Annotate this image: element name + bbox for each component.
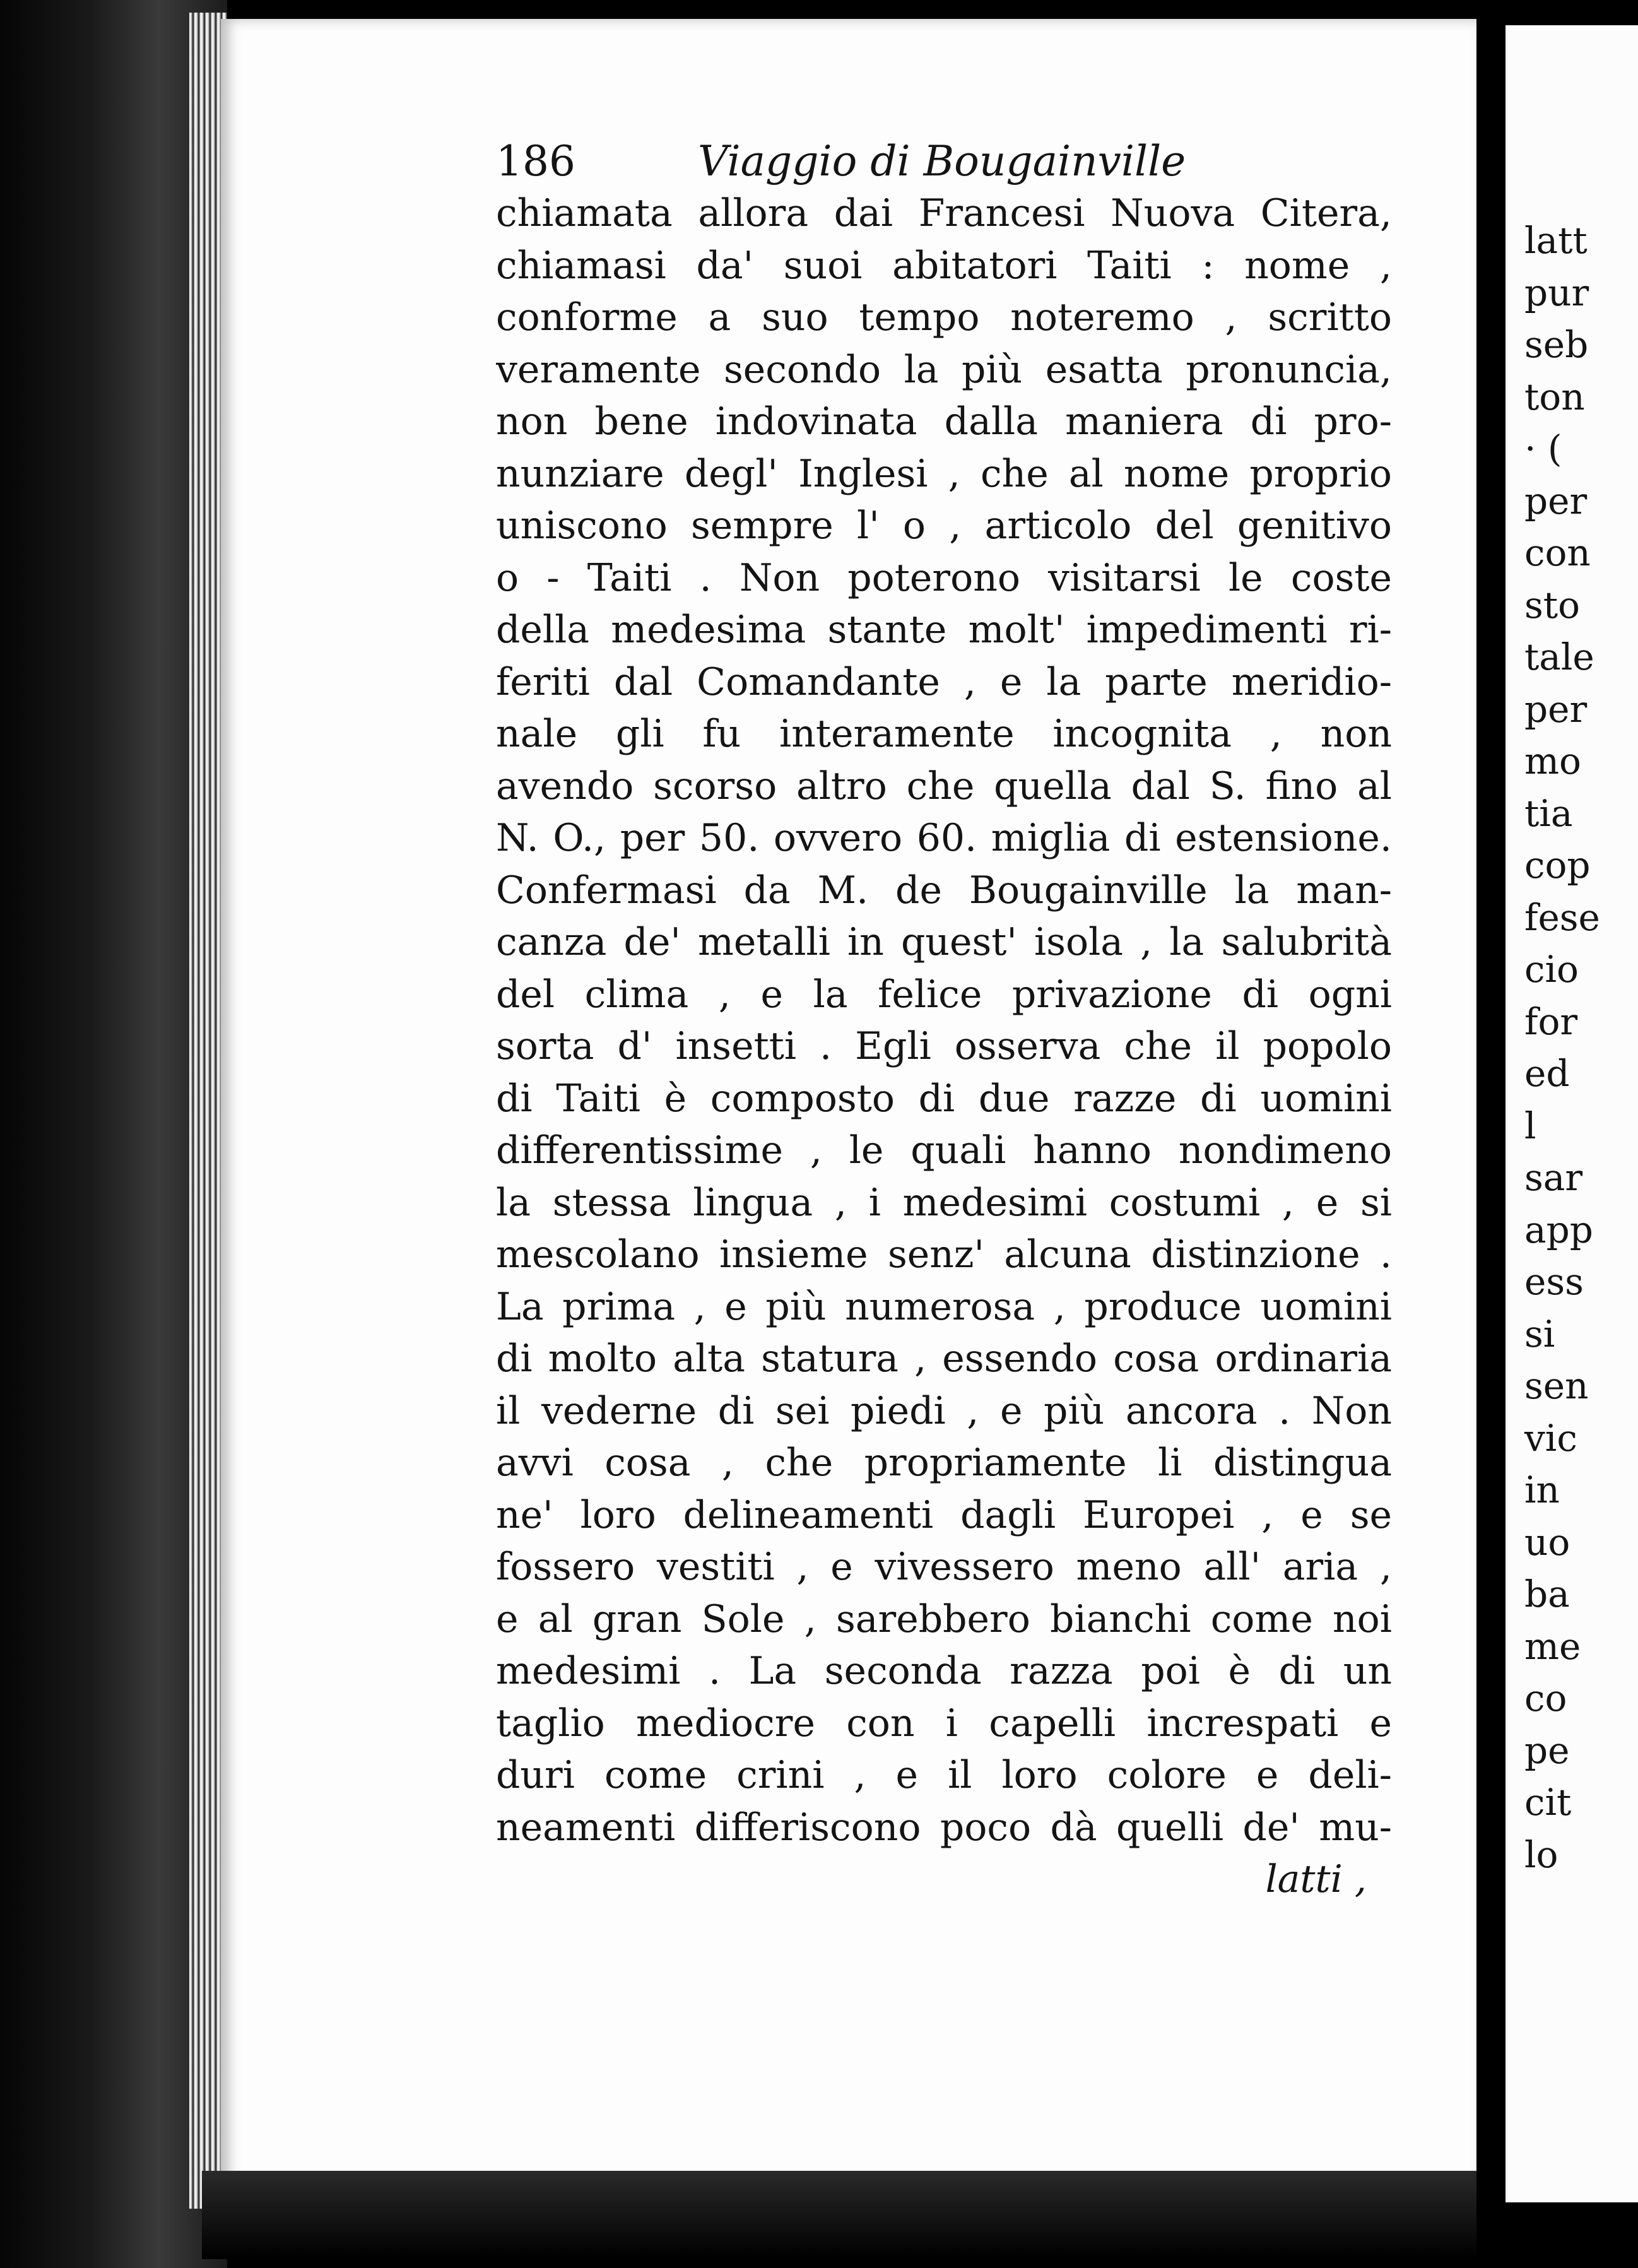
right-page-fragment: in: [1524, 1468, 1560, 1511]
right-page-fragment: for: [1524, 1000, 1578, 1043]
gutter: [1476, 0, 1505, 2268]
text-line: il vederne di sei piedi , e più ancora . Non: [496, 1388, 1392, 1433]
text-line: mescolano insieme senz' alcuna distinzione .: [496, 1232, 1392, 1277]
text-line: fossero vestiti , e vivessero meno all' aria ,: [496, 1545, 1392, 1589]
body-text: [496, 187, 1392, 1853]
text-line: nunziare degl' Inglesi , che al nome proprio: [496, 451, 1392, 496]
text-line: taglio mediocre con i capelli increspati e: [496, 1701, 1392, 1745]
right-page-fragment: sto: [1524, 583, 1580, 627]
text-line: chiamata allora dai Francesi Nuova Citera,: [496, 191, 1392, 235]
right-page-fragment: uo: [1524, 1520, 1570, 1564]
text-line: e al gran Sole , sarebbero bianchi come noi: [496, 1597, 1392, 1641]
text-line: uniscono sempre l' o , articolo del genitivo: [496, 504, 1392, 548]
right-page-fragment: per: [1524, 479, 1588, 523]
text-line: medesimi . La seconda razza poi è di un: [496, 1649, 1392, 1693]
right-page-fragment: latt: [1524, 219, 1588, 262]
right-page-fragment: ba: [1524, 1573, 1570, 1615]
text-line: del clima , e la felice privazione di ogni: [496, 972, 1392, 1017]
text-line: della medesima stante molt' impedimenti ri-: [496, 608, 1392, 652]
text-line: non bene indovinata dalla maniera di pro-: [496, 399, 1392, 444]
right-page: [1505, 25, 1638, 2202]
right-page-fragment: ton: [1524, 375, 1585, 418]
right-page-fragment: mo: [1524, 740, 1581, 783]
right-page-fragment: ed: [1524, 1052, 1570, 1095]
right-page-fragment: per: [1524, 687, 1588, 731]
running-head: [496, 136, 1392, 187]
text-line: o - Taiti . Non poterono visitarsi le coste: [496, 555, 1392, 600]
text-line: differentissime , le quali hanno nondimeno: [496, 1128, 1392, 1172]
right-page-fragment: lo: [1524, 1833, 1558, 1876]
right-page-fragment: · (: [1524, 427, 1562, 470]
text-block: [496, 136, 1392, 1906]
right-page-fragment: con: [1524, 531, 1591, 574]
right-page-fragment: cop: [1524, 844, 1591, 887]
text-line: Confermasi da M. de Bougainville la man-: [496, 868, 1392, 913]
right-page-fragment: co: [1524, 1677, 1567, 1720]
text-line: avvi cosa , che propriamente li distingua: [496, 1441, 1392, 1485]
right-page-fragment: tia: [1524, 791, 1573, 835]
catchword: latti ,: [1265, 1857, 1367, 1901]
right-page-fragment: me: [1524, 1624, 1581, 1668]
text-line: La prima , e più numerosa , produce uomini: [496, 1284, 1392, 1329]
text-line: conforme a suo tempo noteremo , scritto: [496, 295, 1392, 340]
page-number: 186: [496, 137, 575, 186]
text-line: chiamasi da' suoi abitatori Taiti : nome ,: [496, 243, 1392, 288]
right-page-fragment: ess: [1524, 1260, 1584, 1303]
text-line: di molto alta statura , essendo cosa ordinaria: [496, 1337, 1392, 1381]
text-line: di Taiti è composto di due razze di uomini: [496, 1076, 1392, 1121]
right-page-text: [1524, 215, 1600, 1881]
right-page-fragment: cit: [1524, 1781, 1572, 1824]
right-page-fragment: pur: [1524, 271, 1589, 314]
right-page-fragment: l: [1524, 1104, 1536, 1147]
right-page-fragment: cio: [1524, 948, 1579, 991]
text-line: nale gli fu interamente incognita , non: [496, 712, 1392, 756]
right-page-fragment: pe: [1524, 1728, 1570, 1772]
text-line: N. O., per 50. ovvero 60. miglia di estensione.: [496, 816, 1392, 860]
right-page-fragment: vic: [1524, 1416, 1577, 1460]
right-page-fragment: sar: [1524, 1156, 1583, 1199]
text-line: sorta d' insetti . Egli osserva che il popolo: [496, 1024, 1392, 1068]
bottom-shadow: [202, 2171, 1489, 2259]
text-line: neamenti differiscono poco dà quelli de' mu-: [496, 1805, 1392, 1850]
text-line: ne' loro delineamenti dagli Europei , e se: [496, 1492, 1392, 1537]
text-line: duri come crini , e il loro colore e deli-: [496, 1753, 1392, 1797]
right-page-fragment: tale: [1524, 635, 1594, 678]
text-line: feriti dal Comandante , e la parte meridio-: [496, 659, 1392, 704]
right-page-fragment: sen: [1524, 1364, 1589, 1407]
text-line: avendo scorso altro che quella dal S. fino al: [496, 764, 1392, 808]
right-page-fragment: si: [1524, 1312, 1555, 1355]
right-page-fragment: fese: [1524, 895, 1600, 939]
text-line: veramente secondo la più esatta pronuncia,: [496, 347, 1392, 392]
right-page-fragment: seb: [1524, 323, 1589, 366]
running-title: Viaggio di Bougainville: [698, 137, 1186, 186]
right-page-fragment: app: [1524, 1208, 1593, 1251]
text-line: la stessa lingua , i medesimi costumi , e si: [496, 1180, 1392, 1225]
text-line: canza de' metalli in quest' isola , la salubrità: [496, 920, 1392, 964]
